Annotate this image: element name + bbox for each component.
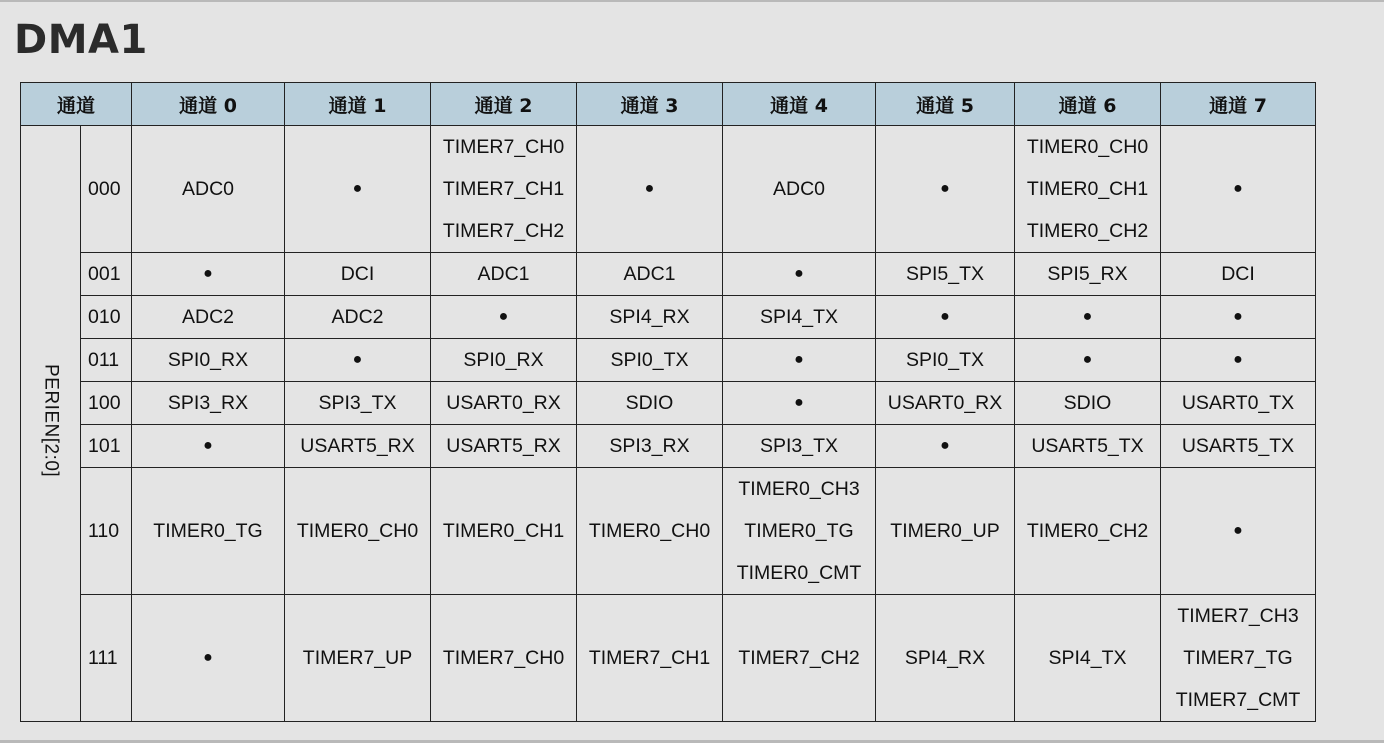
table-cell <box>577 468 723 595</box>
unused-dot: ● <box>1082 308 1093 325</box>
header-channel-1: 通道 1 <box>285 83 431 126</box>
cell-value: SDIO <box>625 392 674 414</box>
table-cell <box>285 425 431 468</box>
cell-value: TIMER0_CH1 <box>442 520 565 542</box>
cell-value: SPI0_RX <box>167 349 249 371</box>
table-row <box>21 595 1316 722</box>
table-cell <box>876 468 1015 595</box>
header-channel-6: 通道 6 <box>1015 83 1161 126</box>
unused-dot: ● <box>940 308 950 325</box>
row-code: 000 <box>81 126 132 253</box>
table-cell <box>876 425 1015 468</box>
cell-value: TIMER0_CH0 <box>588 520 711 542</box>
cell-value: SPI4_TX <box>759 306 839 328</box>
table-cell <box>431 382 577 425</box>
table-cell <box>132 595 285 722</box>
unused-dot: ● <box>352 180 363 197</box>
cell-value: TIMER0_CH0 <box>296 520 419 542</box>
header-channel-0: 通道 0 <box>132 83 285 126</box>
unused-dot: ● <box>352 351 363 368</box>
table-cell <box>431 468 577 595</box>
cell-value: TIMER0_CH3 <box>738 478 860 500</box>
cell-value: DCI <box>1221 263 1255 285</box>
row-code: 111 <box>81 595 132 722</box>
unused-dot: ● <box>1233 308 1243 325</box>
table-cell <box>876 595 1015 722</box>
table-cell <box>1015 126 1161 253</box>
table-cell <box>577 296 723 339</box>
cell-value: SPI0_RX <box>463 349 544 371</box>
cell-value: DCI <box>340 263 375 285</box>
cell-value: TIMER7_CH1 <box>442 178 565 200</box>
unused-dot: ● <box>1082 351 1093 368</box>
unused-dot: ● <box>794 265 804 282</box>
cell-value: TIMER0_CH1 <box>1026 178 1149 200</box>
table-cell <box>132 126 285 253</box>
cell-value: SPI3_RX <box>609 435 690 457</box>
unused-dot: ● <box>203 437 213 454</box>
table-cell <box>132 296 285 339</box>
unused-dot: ● <box>1233 351 1243 368</box>
table-cell <box>577 595 723 722</box>
table-cell <box>577 126 723 253</box>
table-cell <box>1161 468 1316 595</box>
cell-value: ADC2 <box>331 306 384 328</box>
table-cell <box>723 296 876 339</box>
table-cell <box>285 296 431 339</box>
table-cell <box>577 339 723 382</box>
table-cell <box>132 339 285 382</box>
table-cell <box>1015 296 1161 339</box>
table-cell <box>285 468 431 595</box>
unused-dot: ● <box>794 351 804 368</box>
table-cell <box>723 253 876 296</box>
table-row <box>21 382 1316 425</box>
cell-value: TIMER7_CH3 <box>1177 605 1299 627</box>
row-code: 100 <box>81 382 132 425</box>
cell-value: SPI0_TX <box>610 349 689 371</box>
cell-value: SPI4_RX <box>904 647 986 669</box>
cell-value: TIMER7_CH0 <box>442 647 565 669</box>
cell-value: USART5_TX <box>1031 435 1144 457</box>
cell-value: SPI3_RX <box>167 392 249 414</box>
cell-value: USART0_TX <box>1181 392 1295 414</box>
table-row <box>21 253 1316 296</box>
cell-value: TIMER7_CH1 <box>588 647 711 669</box>
table-cell <box>723 595 876 722</box>
cell-value: TIMER0_CH0 <box>1026 136 1149 158</box>
table-cell <box>1161 339 1316 382</box>
cell-value: TIMER0_UP <box>890 520 1000 542</box>
cell-value: USART5_RX <box>300 435 415 457</box>
table-cell <box>132 425 285 468</box>
cell-value: SPI3_TX <box>318 392 397 414</box>
unused-dot: ● <box>1233 522 1243 539</box>
table-cell <box>431 425 577 468</box>
header-channel: 通道 <box>21 83 132 126</box>
table-cell <box>431 253 577 296</box>
table-header-row <box>21 83 1316 126</box>
cell-value: ADC0 <box>773 178 826 200</box>
header-channel-5: 通道 5 <box>876 83 1015 126</box>
row-code: 011 <box>81 339 132 382</box>
unused-dot: ● <box>203 649 213 666</box>
table-cell <box>876 126 1015 253</box>
cell-value: TIMER0_CH2 <box>1026 220 1149 242</box>
cell-value: USART5_TX <box>1181 435 1295 457</box>
cell-value: SDIO <box>1063 392 1112 414</box>
table-cell <box>285 339 431 382</box>
table-cell <box>1015 382 1161 425</box>
cell-value: ADC2 <box>182 306 235 328</box>
table-cell <box>876 339 1015 382</box>
table-cell <box>723 126 876 253</box>
cell-value: USART0_RX <box>887 392 1003 414</box>
table-cell <box>577 382 723 425</box>
table-cell <box>723 425 876 468</box>
unused-dot: ● <box>644 180 655 197</box>
header-channel-2: 通道 2 <box>431 83 577 126</box>
table-row <box>21 339 1316 382</box>
cell-value: TIMER0_TG <box>153 520 263 542</box>
table-cell <box>876 253 1015 296</box>
table-cell <box>1015 595 1161 722</box>
row-code: 110 <box>81 468 132 595</box>
table-cell <box>1015 425 1161 468</box>
table-cell <box>723 468 876 595</box>
unused-dot: ● <box>203 265 213 282</box>
cell-value: ADC1 <box>623 263 676 285</box>
table-cell <box>1161 595 1316 722</box>
cell-value: TIMER7_CH2 <box>442 220 565 242</box>
cell-value: TIMER7_CH2 <box>738 647 860 669</box>
cell-value: SPI3_TX <box>759 435 839 457</box>
side-label: PERIEN[2:0] <box>40 363 62 478</box>
table-body <box>21 126 1316 722</box>
cell-value: SPI5_RX <box>1047 263 1128 285</box>
table-cell <box>876 382 1015 425</box>
cell-value: SPI4_RX <box>609 306 690 328</box>
table-cell <box>431 126 577 253</box>
table-cell <box>577 425 723 468</box>
unused-dot: ● <box>794 394 804 411</box>
cell-value: SPI5_TX <box>905 263 985 285</box>
table-cell <box>132 253 285 296</box>
header-channel-3: 通道 3 <box>577 83 723 126</box>
table-cell <box>431 595 577 722</box>
cell-value: ADC0 <box>182 178 235 200</box>
table-cell <box>285 253 431 296</box>
side-label-cell <box>21 126 81 722</box>
table-row <box>21 126 1316 253</box>
table-cell <box>431 296 577 339</box>
table-cell <box>1161 425 1316 468</box>
header-channel-4: 通道 4 <box>723 83 876 126</box>
table-row <box>21 425 1316 468</box>
cell-value: SPI0_TX <box>905 349 985 371</box>
cell-value: TIMER7_CH0 <box>442 136 565 158</box>
table-cell <box>132 382 285 425</box>
table-row <box>21 468 1316 595</box>
table-cell <box>577 253 723 296</box>
table-cell <box>1015 339 1161 382</box>
table-cell <box>876 296 1015 339</box>
table-cell <box>285 382 431 425</box>
table-cell <box>723 339 876 382</box>
cell-value: TIMER7_CMT <box>1175 689 1301 711</box>
row-code: 101 <box>81 425 132 468</box>
row-code: 010 <box>81 296 132 339</box>
table-cell <box>1161 296 1316 339</box>
unused-dot: ● <box>1233 180 1243 197</box>
cell-value: TIMER7_TG <box>1183 647 1293 669</box>
cell-value: SPI4_TX <box>1048 647 1127 669</box>
top-border <box>0 0 1384 2</box>
table-cell <box>132 468 285 595</box>
row-code: 001 <box>81 253 132 296</box>
table-cell <box>285 126 431 253</box>
cell-value: USART0_RX <box>446 392 561 414</box>
cell-value: ADC1 <box>477 263 530 285</box>
table-cell <box>1161 382 1316 425</box>
dma-request-table <box>20 82 1316 722</box>
cell-value: TIMER0_CMT <box>736 562 862 584</box>
unused-dot: ● <box>940 180 950 197</box>
table-cell <box>1015 253 1161 296</box>
table-cell <box>1161 253 1316 296</box>
table-cell <box>431 339 577 382</box>
cell-value: TIMER0_CH2 <box>1026 520 1149 542</box>
unused-dot: ● <box>940 437 950 454</box>
page-title: DMA1 <box>14 17 148 63</box>
unused-dot: ● <box>498 308 509 325</box>
table-cell <box>285 595 431 722</box>
table-cell <box>1161 126 1316 253</box>
table-row <box>21 296 1316 339</box>
table-cell <box>723 382 876 425</box>
cell-value: USART5_RX <box>446 435 561 457</box>
table-cell <box>1015 468 1161 595</box>
cell-value: TIMER7_UP <box>302 647 413 669</box>
header-channel-7: 通道 7 <box>1161 83 1316 126</box>
cell-value: TIMER0_TG <box>744 520 854 542</box>
